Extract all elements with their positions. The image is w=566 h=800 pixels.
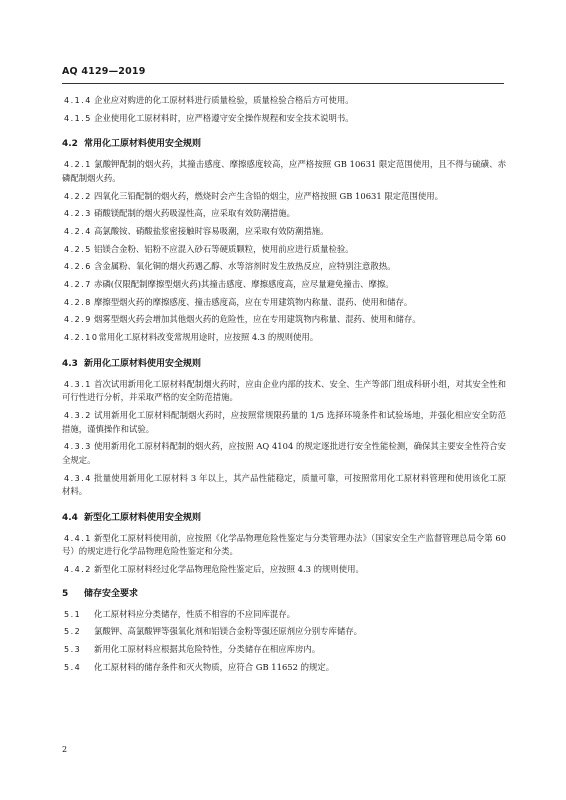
clause-number: 5.4	[64, 662, 82, 672]
section-title: 新用化工原材料使用安全规则	[84, 358, 202, 369]
clause-text: 试用新用化工原材料配制烟火药时，应按照常规限药量的 1/5 选择环境条件和试验场地，并强化相应安全防范措施，谨慎操作和试验。	[62, 409, 506, 434]
clause-item	[62, 331, 506, 345]
clause-text: 首次试用新用化工原材料配制烟火药时，应由企业内部的技术、安全、生产等部门组成科研小组，对其安全性和可行性进行分析，并采取严格的安全防范措施。	[62, 378, 506, 403]
clause-number: 4.2.10	[64, 333, 99, 343]
clause-item	[62, 409, 506, 436]
clause-item	[62, 532, 506, 559]
section-heading	[62, 357, 506, 371]
clause-item	[62, 608, 506, 622]
section-number: 4.3	[62, 358, 78, 369]
clause-number: 4.4.1	[64, 533, 92, 543]
clause-number: 5.1	[64, 609, 82, 619]
clause-text: 化工原材料应分类储存，性质不相容的不应同库混存。	[94, 608, 295, 619]
section-title: 常用化工原材料使用安全规则	[84, 139, 202, 150]
clause-number: 5.3	[64, 644, 82, 654]
document-body	[62, 94, 506, 678]
section-number: 4.4	[62, 512, 78, 523]
clause-text: 氯酸钾配制的烟火药，其撞击感度、摩擦感度较高，应严格按照 GB 10631 限定范围使用，且不得与硫磺、赤磷配制烟火药。	[62, 159, 506, 183]
clause-number: 4.4.2	[64, 564, 92, 574]
clause-number: 4.3.3	[64, 442, 92, 452]
page-number: 2	[62, 745, 68, 754]
clause-item	[62, 661, 506, 675]
clause-number: 4.3.4	[64, 473, 92, 483]
clause-number: 4.2.6	[64, 262, 92, 272]
clause-item	[62, 296, 506, 310]
clause-number: 4.2.7	[64, 280, 92, 289]
clause-text: 高氯酸铵、硝酸盐浆密接触时容易吸潮，应采取有效防潮措施。	[94, 225, 329, 236]
clause-text: 四氧化三铅配制的烟火药，燃烧时会产生含铅的烟尘，应严格按照 GB 10631 限定范围使用。	[94, 190, 443, 201]
clause-text: 新型化工原材料使用前，应按照《化学品物理危险性鉴定与分类管理办法》（国家安全生产监督管理总局令第 60 号）的规定进行化学品物理危险性鉴定和分类。	[62, 532, 506, 557]
clause-item	[62, 313, 506, 327]
clause-item	[62, 225, 506, 239]
section-number: 4.2	[62, 139, 78, 150]
clause-text: 摩擦型烟火药的摩擦感度、撞击感度高，应在专用建筑物内称量、混药、使用和储存。	[94, 296, 413, 307]
clause-number: 4.1.5	[64, 113, 92, 123]
clause-text: 批量使用新用化工原材料 3 年以上，其产品性能稳定，质量可靠，可按照常用化工原材料管理和使用该化工原材料。	[62, 472, 506, 497]
clause-item	[62, 440, 506, 467]
clause-text: 新型化工原材料经过化学品物理危险性鉴定后，应按照 4.3 的规则使用。	[94, 563, 364, 574]
clause-item	[62, 563, 506, 577]
header-rule	[62, 83, 504, 84]
section-heading	[62, 511, 506, 525]
section-title: 新型化工原材料使用安全规则	[84, 512, 202, 523]
section-title: 储存安全要求	[84, 588, 139, 599]
clause-text: 氯酸钾、高氯酸钾等强氧化剂和铝镁合金粉等强还原剂应分别专库储存。	[94, 626, 362, 637]
clause-number: 4.2.9	[64, 315, 92, 325]
clause-item	[62, 190, 506, 204]
section-heading	[62, 587, 506, 601]
clause-text: 硝酸镁配制的烟火药吸湿性高，应采取有效防潮措施。	[94, 208, 295, 219]
clause-text: 企业使用化工原材料时，应严格遵守安全操作规程和安全技术说明书。	[94, 112, 354, 123]
clause-number: 4.2.4	[64, 226, 92, 236]
clause-text: 化工原材料的储存条件和灭火物质，应符合 GB 11652 的规定。	[94, 661, 335, 672]
clause-text: 使用新用化工原材料配制的烟火药，应按照 AQ 4104 的规定逐批进行安全性能检测，确保其主要安全性符合安全规定。	[62, 441, 506, 465]
clause-item	[62, 112, 506, 126]
clause-item	[62, 378, 506, 405]
clause-number: 4.2.5	[64, 244, 92, 254]
clause-number: 4.1.4	[64, 96, 92, 105]
clause-text: 企业应对购进的化工原材料进行质量检验，质量检验合格后方可使用。	[94, 95, 354, 105]
clause-item	[62, 260, 506, 274]
clause-item	[62, 278, 506, 292]
clause-item	[62, 207, 506, 221]
clause-item	[62, 158, 506, 185]
clause-number: 4.3.2	[64, 410, 92, 420]
clause-number: 4.2.1	[64, 160, 92, 170]
clause-text: 常用化工原材料改变常规用途时，应按照 4.3 的规则使用。	[98, 332, 319, 343]
clause-item	[62, 625, 506, 639]
clause-number: 4.2.2	[64, 191, 92, 201]
section-number: 5	[62, 588, 69, 599]
clause-item	[62, 643, 506, 657]
clause-item	[62, 472, 506, 499]
clause-number: 4.3.1	[64, 379, 92, 389]
clause-number: 5.2	[64, 627, 82, 637]
clause-text: 烟雾型烟火药会增加其他烟火药的危险性，应在专用建筑物内称量、混药、使用和储存。	[94, 314, 421, 325]
clause-text: 含金属粉、氧化铜的烟火药遇乙醇、水等溶剂时发生放热反应，应特别注意散热。	[94, 261, 396, 272]
standard-code-header: AQ 4129—2019	[62, 66, 146, 77]
clause-text: 赤磷(仅限配制摩擦型烟火药)其撞击感度、摩擦感度高，应尽量避免撞击、摩擦。	[94, 279, 394, 289]
clause-text: 铝镁合金粉、铝粉不应混入砂石等硬质颗粒，使用前应进行质量检验。	[94, 243, 354, 254]
clause-item	[62, 94, 506, 108]
clause-item	[62, 243, 506, 257]
clause-number: 4.2.8	[64, 297, 92, 307]
clause-number: 4.2.3	[64, 209, 92, 219]
section-heading	[62, 137, 506, 151]
clause-text: 新用化工原材料应根据其危险特性，分类储存在相应库房内。	[94, 643, 321, 654]
